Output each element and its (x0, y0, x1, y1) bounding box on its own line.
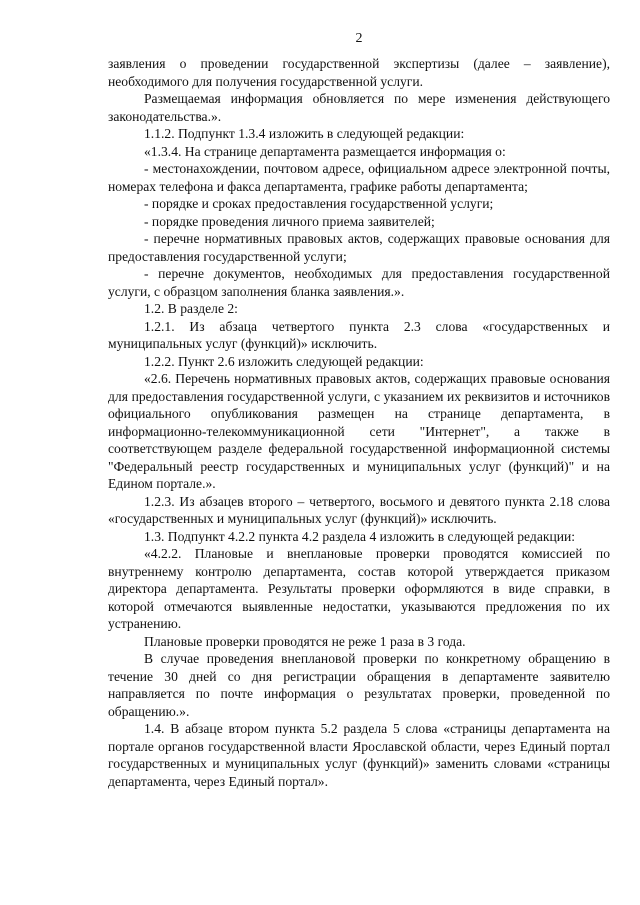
paragraph: - перечне нормативных правовых актов, содержащих правовые основания для предоставления государственной услуги; (108, 231, 610, 264)
paragraph: 1.4. В абзаце втором пункта 5.2 раздела 5 слова «страницы департамента на портале органов государственной власти Ярославской области, через Единый портал государственных и муниципальных услуг (функций)» заменить словами «страницы департамента, через Единый портал». (108, 721, 610, 789)
page-number: 2 (355, 31, 363, 46)
paragraph: - порядке проведения личного приема заявителей; (144, 213, 435, 229)
paragraph: - местонахождении, почтовом адресе, официальном адресе электронной почты, номерах телефона и факса департамента, графике работы департамента; (108, 161, 610, 194)
paragraph: «2.6. Перечень нормативных правовых актов, содержащих правовые основания для предоставления государственной услуги, с указанием их реквизитов и источников официального опубликования размещен на странице департамента, в информационно-телекоммуникационной сети "Интернет", а также в соответствующем разделе федеральной государственной информационной системы "Федеральный реестр государственных и муниципальных услуг (функций)" и на Едином портале.». (108, 371, 610, 491)
paragraph: - перечне документов, необходимых для предоставления государственной услуги, с образцом заполнения бланка заявления.». (108, 266, 610, 299)
paragraph: 1.3. Подпункт 4.2.2 пункта 4.2 раздела 4 изложить в следующей редакции: (144, 528, 576, 544)
paragraph: 1.1.2. Подпункт 1.3.4 изложить в следующей редакции: (144, 126, 465, 141)
paragraph: 1.2.1. Из абзаца четвертого пункта 2.3 слова «государственных и муниципальных услуг (функций)» исключить. (108, 318, 610, 351)
paragraph: «1.3.4. На странице департамента размещается информация о: (144, 143, 506, 159)
paragraph: «4.2.2. Плановые и внеплановые проверки проводятся комиссией по внутреннему контролю департамента, состав которой утверждается приказом директора департамента. Результаты проверки оформляются в виде справки, в которой отмечаются выявленные недостатки, указываются предложения по их устранению. (108, 546, 610, 631)
paragraph: Размещаемая информация обновляется по мере изменения действующего законодательства.». (108, 91, 610, 124)
document-body (108, 55, 610, 790)
document-page (108, 30, 610, 790)
paragraph: - порядке и сроках предоставления государственной услуги; (144, 196, 494, 211)
paragraph: заявления о проведении государственной экспертизы (далее – заявление), необходимого для получения государственной услуги. (108, 56, 610, 89)
paragraph: В случае проведения внеплановой проверки по конкретному обращению в течение 30 дней со дня регистрации обращения в департаменте заявителю направляется по почте информация о результатах проверки, проведенной по обращению.». (108, 651, 610, 719)
paragraph: Плановые проверки проводятся не реже 1 раза в 3 года. (144, 633, 466, 649)
paragraph: 1.2.3. Из абзацев второго – четвертого, восьмого и девятого пункта 2.18 слова «государственных и муниципальных услуг (функций)» исключить. (108, 493, 610, 526)
paragraph: 1.2.2. Пункт 2.6 изложить следующей редакции: (144, 353, 424, 369)
paragraph: 1.2. В разделе 2: (144, 301, 238, 316)
